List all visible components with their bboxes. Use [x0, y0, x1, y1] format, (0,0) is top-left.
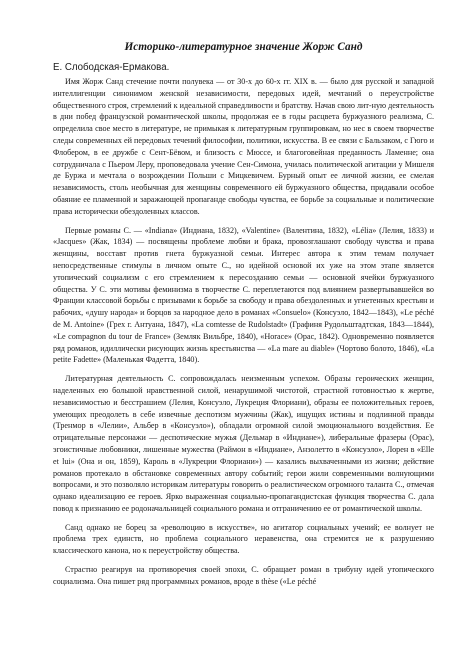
paragraph: Страстно реагируя на противоречия своей эпохи, С. обращает роман в трибуну идей утопического социализма. Она пишет ряд программных романов, вроде в thèse («Le péché: [53, 565, 434, 586]
page-bottom-edge: [0, 663, 474, 669]
document-title: Историко-литературное значение Жорж Санд: [124, 41, 363, 53]
paragraph: Литературная деятельность С. сопровождалась неизменным успехом. Образы героических женщин, наделенных ею большой нравственной силой, ненарушимой чистотой, страстной готовностью к жертве, независимостью и бесстрашием (Лелия, Консуэло, Лукреция Флориани), образы ее положительных героев, умеющих преодолеть в себе извечные деспотизм мужчины (Жак), ищущих истины и подлинной правды (Тренмор в «Лелии», Альбер в «Консуэло»), обладали огромной силой эмоционального воздействия. Ее отрицательные персонажи — деспотические мужья (Дельмар в «Индиане»), либеральные фразеры (Орас), эгоистичные любовники, лишенные мужества (Раймон в «Индиане», Анзолетто в «Консуэло», Лорен в «Elle et lui» (Она и он, 1859), Кароль в «Лукреции Флориани») — казались выхваченными из жизни; действие романов протекало в обстановке современных автору событий; герои жили современными волнующими вопросами, и это позволяло историкам литературы говорить о реалистическом огромного таланта С., отмечая однако идеализацию ее героев. Ярко выраженная социально-пропагандистская функция творчества С. дала повод к признанию ее родоначальницей социального романа и отграничению ее от романтической школы.: [53, 374, 434, 513]
document-body: [53, 76, 434, 588]
paragraph: Первые романы С. — «Indiana» (Индиана, 1832), «Valentine» (Валентина, 1832), «Lélia» (Лелия, 1833) и «Jacques» (Жак, 1834) — посвящены проблеме любви и брака, провозглашают свободу чувства и права женщины, восставт против гнета буржуазной семьи. Интерес автора к этим темам получает непосредственные стимулы в личном опыте С., но идейной основой их уже на этом этапе является утопический социализм с его стремлением к пересозданию семьи — основной ячейки буржуазного общества. У С. эти мотивы феминизма в творчестве С. переплетаются под влиянием развертывавшейся во Франции классовой борьбы с призывами к борьбе за свободу и права обездоленных и угнетенных крестьян и рабочих, «душу народа» и борцов за народное дело в романах «Consuelo» (Консуэло, 1842—1843), «Le péché de M. Antoine» (Грех г. Антуана, 1847), «La comtesse de Rudolstadt» (Графиня Рудольштадтская, 1843—1844), «Le compagnon du tour de France» (Земляк Вильбре, 1840), «Horace» (Орас, 1842). Одновременно появляется ряд романов, идиллически рисующих жизнь крестьянства — «La mare au diable» (Чортово болото, 1846), «La petite Fadette» (Маленькая Фадетта, 1840).: [53, 225, 434, 365]
paragraph: Имя Жорж Санд стечение почти полувека — от 30-х до 60-х гг. XIX в. — было для русской и западной интеллигенции синонимом женской независимости, передовых идей, мечтаний о переустройстве общественного строя, стремлений к идеальной справедливости и братству. Начав свою лит-ную деятельность в дни побед французской романтической школы, продолжая ее в годы расцвета буржуазного реализма, С. определила свое место в литературе, не примыкая к литературным группировкам, но нес в своем творчестве следы современных ей передовых течений философии, политики, искусства. В ее связи с Бальзаком, с Гюго и Флобером, в ее дружбе с Сент-Бёвом, и близость с Мюссе, и благоговейная преданность Ламенне; она сотрудничала с Пьером Леру, проповедовала учение Сен-Симона, училась политической агитации у Мишеля де Буржа и мечтала о возрождении Польши с Мицкевичем. Бурный опыт ее личной жизни, ее смелая независимость, столь необычная для женщины современного ей буржуазного общества, придавали особое обаяние ее пламенной и заражающей пропаганде свободы чувства, ее борьбе за социальные и политические права исторически обездоленных классов.: [53, 77, 434, 216]
paragraph: Санд однако не борец за «революцию в искусстве», но агитатор социальных учений; ее волнует не проблема трех единств, но проблема социального неравенства, она стремится не к разрушению классического канона, но к переустройству общества.: [53, 522, 434, 556]
author-line: Е. Слободская-Ермакова.: [53, 62, 170, 73]
